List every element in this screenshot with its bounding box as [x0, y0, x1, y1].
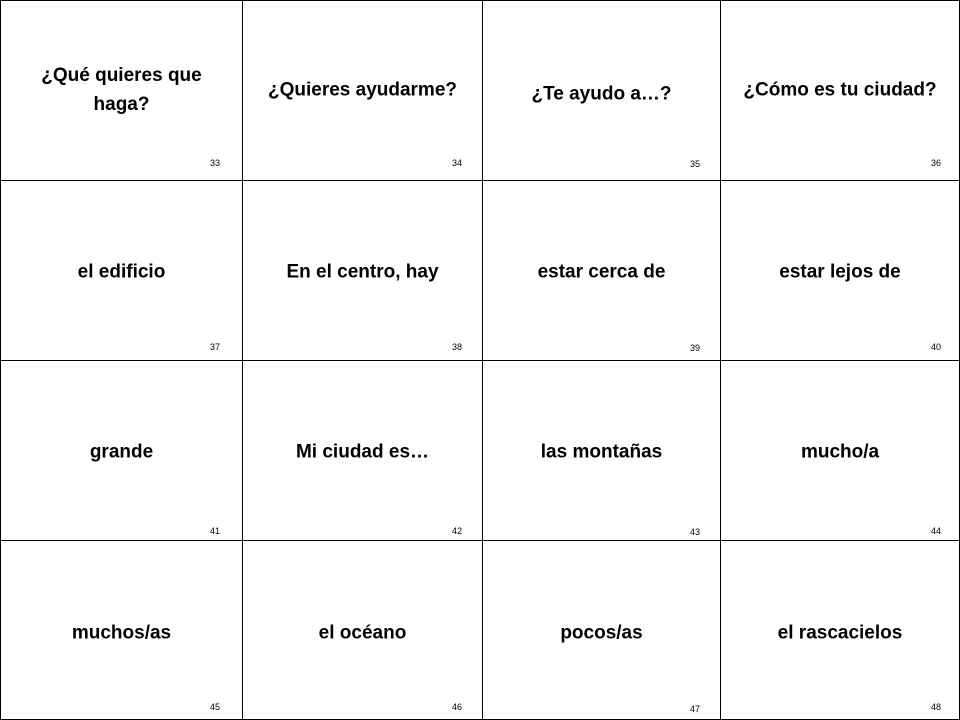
vocab-card [242, 360, 483, 541]
card-number: 44 [931, 526, 942, 536]
card-text: el océano [318, 622, 407, 644]
card-number: 39 [690, 343, 701, 353]
vocab-card [0, 540, 243, 720]
card-number: 37 [210, 342, 221, 352]
card-number: 38 [452, 342, 463, 352]
card-number: 33 [210, 158, 221, 168]
vocab-card [482, 540, 721, 720]
card-number: 47 [690, 704, 701, 714]
card-number: 35 [690, 159, 701, 169]
vocab-card [0, 0, 243, 181]
vocab-card [0, 360, 243, 541]
card-text: estar cerca de [537, 261, 666, 283]
card-text: grande [89, 441, 154, 463]
vocab-card [0, 180, 243, 361]
vocab-card [720, 360, 960, 541]
card-number: 46 [452, 702, 463, 712]
card-number: 36 [931, 158, 942, 168]
card-text: estar lejos de [779, 261, 901, 283]
card-number: 48 [931, 702, 942, 712]
card-text: las montañas [540, 441, 663, 463]
card-text: el rascacielos [777, 622, 903, 644]
card-text: pocos/as [560, 622, 643, 644]
card-text: ¿Cómo es tu ciudad? [743, 79, 937, 101]
card-text: ¿Te ayudo a…? [531, 83, 672, 105]
vocab-card [482, 180, 721, 361]
card-text: el edificio [77, 261, 166, 283]
vocab-card [720, 180, 960, 361]
card-number: 34 [452, 158, 463, 168]
card-number: 45 [210, 702, 221, 712]
card-text: En el centro, hay [286, 261, 439, 283]
card-text: muchos/as [71, 622, 172, 644]
card-text: ¿Quieres ayudarme? [267, 79, 458, 101]
card-text: ¿Qué quieres que haga? [41, 65, 202, 115]
vocab-card [482, 0, 721, 181]
card-text: mucho/a [800, 441, 880, 463]
card-number: 42 [452, 526, 463, 536]
card-text: Mi ciudad es… [295, 441, 430, 463]
vocab-card [720, 0, 960, 181]
vocab-card [482, 360, 721, 541]
vocab-card [720, 540, 960, 720]
vocab-card [242, 0, 483, 181]
vocab-card [242, 540, 483, 720]
card-number: 43 [690, 527, 701, 537]
vocab-card [242, 180, 483, 361]
card-number: 41 [210, 526, 221, 536]
card-number: 40 [931, 342, 942, 352]
